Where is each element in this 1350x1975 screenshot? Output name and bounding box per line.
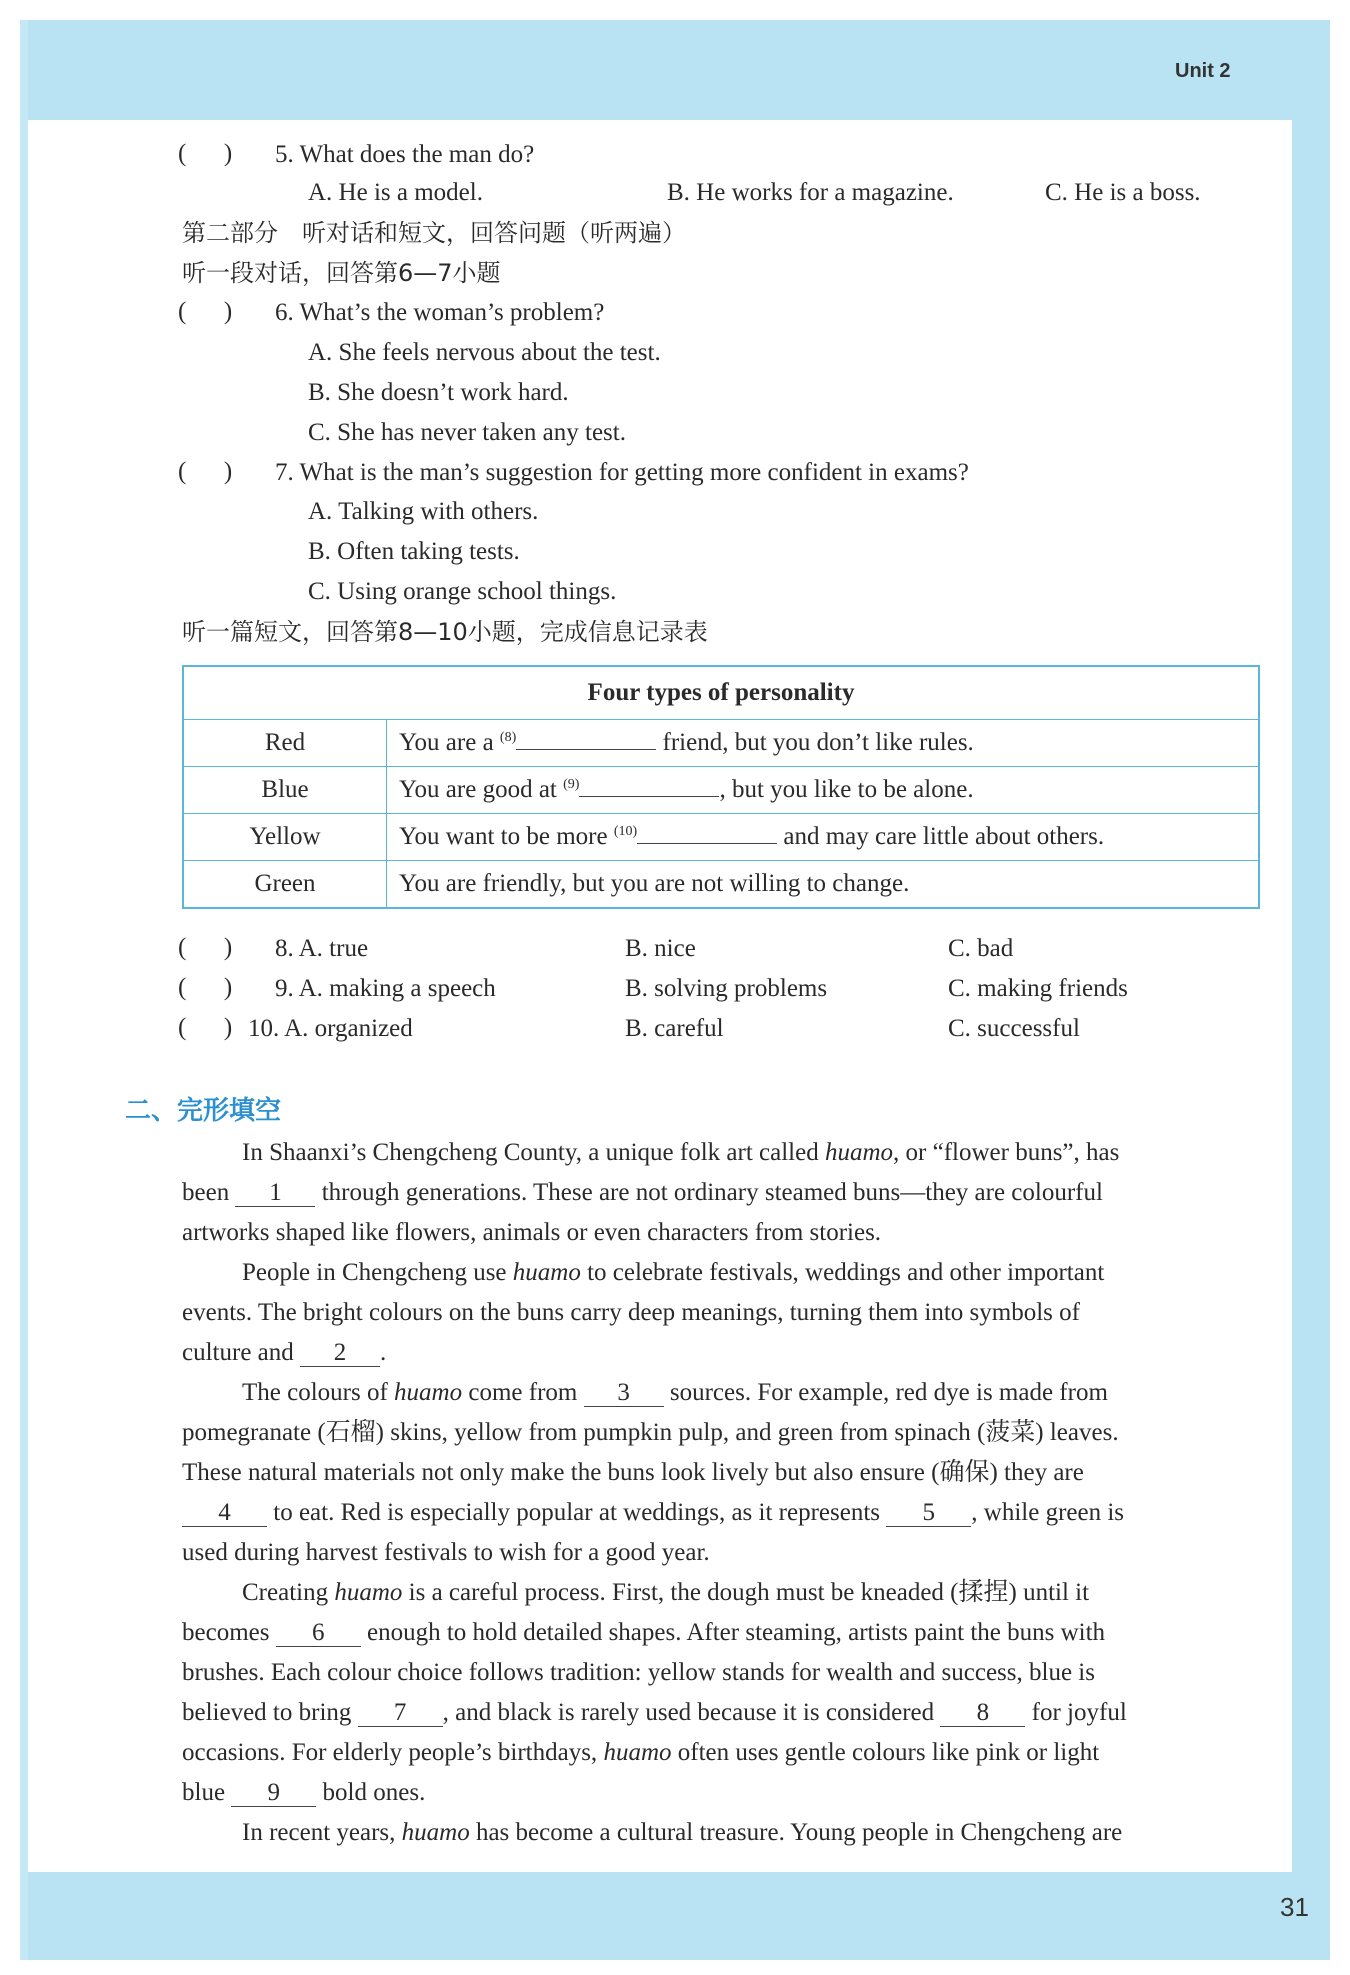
answer-paren-10[interactable]: ( ) xyxy=(178,1014,233,1041)
passage-line: In Shaanxi’s Chengcheng County, a unique folk art called huamo, or “flower buns”, has xyxy=(242,1139,1120,1166)
passage-line: People in Chengcheng use huamo to celebrate festivals, weddings and other important xyxy=(242,1259,1105,1286)
answer-paren-6[interactable]: ( ) xyxy=(178,298,233,325)
q5-stem: 5. What does the man do? xyxy=(275,141,535,168)
table-desc-yellow: You want to be more $^{(10)}$ and may care little about others. xyxy=(387,814,1260,861)
table-row xyxy=(183,861,1259,909)
q7-option-c: C. Using orange school things. xyxy=(308,578,617,605)
q6-option-a: A. She feels nervous about the test. xyxy=(308,339,661,366)
unit-label: Unit 2 xyxy=(1175,60,1231,82)
answer-paren-5[interactable]: ( ) xyxy=(178,140,233,167)
q7-option-b: B. Often taking tests. xyxy=(308,538,520,565)
blank-9[interactable] xyxy=(579,796,719,797)
passage-line: believed to bring 7 , and black is rarely used because it is considered 8 for joyful xyxy=(182,1699,1127,1726)
passage-line: These natural materials not only make the buns look lively but also ensure (确保) they are xyxy=(182,1459,1084,1486)
q9-option-a: 9. A. making a speech xyxy=(275,975,496,1002)
q9-option-b: B. solving problems xyxy=(625,975,828,1002)
passage-line: 4 to eat. Red is especially popular at weddings, as it represents 5 , while green is xyxy=(182,1498,1124,1528)
section-heading-cloze: 二、完形填空 xyxy=(125,1096,282,1126)
blank-10[interactable] xyxy=(637,843,777,844)
table-title: Four types of personality xyxy=(183,666,1259,720)
q5-option-a: A. He is a model. xyxy=(308,179,483,206)
cloze-blank-7[interactable]: 7 xyxy=(358,1700,443,1727)
table-row xyxy=(183,767,1259,814)
passage-line: culture and 2 . xyxy=(182,1339,387,1366)
passage-line: Creating huamo is a careful process. First, the dough must be kneaded (揉捏) until it xyxy=(242,1579,1090,1606)
passage-line: The colours of huamo come from 3 sources. For example, red dye is made from xyxy=(242,1379,1108,1406)
table-desc-red: You are a $^{(8)}$ friend, but you don’t like rules. xyxy=(387,720,1260,767)
q8-option-a: 8. A. true xyxy=(275,935,369,962)
cloze-blank-1[interactable]: 1 xyxy=(235,1180,315,1207)
passage-line: brushes. Each colour choice follows tradition: yellow stands for wealth and success, blue is xyxy=(182,1659,1095,1686)
passage-line: pomegranate (石榴) skins, yellow from pumpkin pulp, and green from spinach (菠菜) leaves. xyxy=(182,1419,1119,1446)
q6-option-b: B. She doesn’t work hard. xyxy=(308,379,569,406)
cloze-blank-9[interactable]: 9 xyxy=(231,1780,316,1807)
answer-paren-8[interactable]: ( ) xyxy=(178,934,233,961)
answer-paren-9[interactable]: ( ) xyxy=(178,974,233,1001)
personality-table xyxy=(182,665,1260,909)
table-row xyxy=(183,720,1259,767)
blank-8[interactable] xyxy=(516,749,656,750)
q7-stem: 7. What is the man’s suggestion for getting more confident in exams? xyxy=(275,459,969,486)
page-frame-bottom xyxy=(20,1872,1330,1960)
passage-line: occasions. For elderly people’s birthdays, huamo often uses gentle colours like pink or light xyxy=(182,1739,1100,1766)
q8-option-b: B. nice xyxy=(625,935,696,962)
q5-option-c: C. He is a boss. xyxy=(1045,179,1201,206)
cloze-blank-4[interactable]: 4 xyxy=(182,1500,267,1527)
cloze-blank-8[interactable]: 8 xyxy=(940,1700,1025,1727)
q9-option-c: C. making friends xyxy=(948,975,1128,1002)
dialog-instruction: 听一段对话，回答第6—7小题 xyxy=(182,259,501,287)
cloze-blank-3[interactable]: 3 xyxy=(584,1380,664,1407)
q6-option-c: C. She has never taken any test. xyxy=(308,419,626,446)
table-color-yellow: Yellow xyxy=(183,814,387,861)
passage-line: events. The bright colours on the buns carry deep meanings, turning them into symbols of xyxy=(182,1299,1080,1326)
page-frame-right xyxy=(1292,20,1330,1960)
table-desc-blue: You are good at $^{(9)}$ , but you like to be alone. xyxy=(387,767,1260,814)
passage-line: used during harvest festivals to wish for a good year. xyxy=(182,1539,710,1566)
q5-option-b: B. He works for a magazine. xyxy=(667,179,954,206)
table-color-green: Green xyxy=(183,861,387,909)
table-row xyxy=(183,814,1259,861)
page-number: 31 xyxy=(1280,1892,1309,1922)
passage-instruction: 听一篇短文，回答第8—10小题，完成信息记录表 xyxy=(182,618,708,646)
passage-line: In recent years, huamo has become a cultural treasure. Young people in Chengcheng are xyxy=(242,1819,1123,1846)
q7-option-a: A. Talking with others. xyxy=(308,498,539,525)
page-frame-top xyxy=(20,20,1330,120)
q10-option-a: 10. A. organized xyxy=(248,1015,413,1042)
q10-option-b: B. careful xyxy=(625,1015,724,1042)
passage-line: been 1 through generations. These are not ordinary steamed buns—they are colourful xyxy=(182,1179,1103,1206)
answer-paren-7[interactable]: ( ) xyxy=(178,458,233,485)
q10-option-c: C. successful xyxy=(948,1015,1080,1042)
q8-option-c: C. bad xyxy=(948,935,1014,962)
q6-stem: 6. What’s the woman’s problem? xyxy=(275,299,605,326)
table-color-red: Red xyxy=(183,720,387,767)
passage-line: artworks shaped like flowers, animals or even characters from stories. xyxy=(182,1219,882,1246)
page-frame-left xyxy=(20,20,28,1960)
table-desc-green: You are friendly, but you are not willing to change. xyxy=(387,861,1260,909)
cloze-blank-6[interactable]: 6 xyxy=(276,1620,361,1647)
table-color-blue: Blue xyxy=(183,767,387,814)
cloze-blank-2[interactable]: 2 xyxy=(300,1340,380,1367)
passage-line: blue 9 bold ones. xyxy=(182,1779,426,1806)
cloze-blank-5[interactable]: 5 xyxy=(886,1500,971,1527)
part2-title: 第二部分 听对话和短文，回答问题（听两遍） xyxy=(182,219,686,247)
passage-line: becomes 6 enough to hold detailed shapes. After steaming, artists paint the buns with xyxy=(182,1619,1106,1646)
